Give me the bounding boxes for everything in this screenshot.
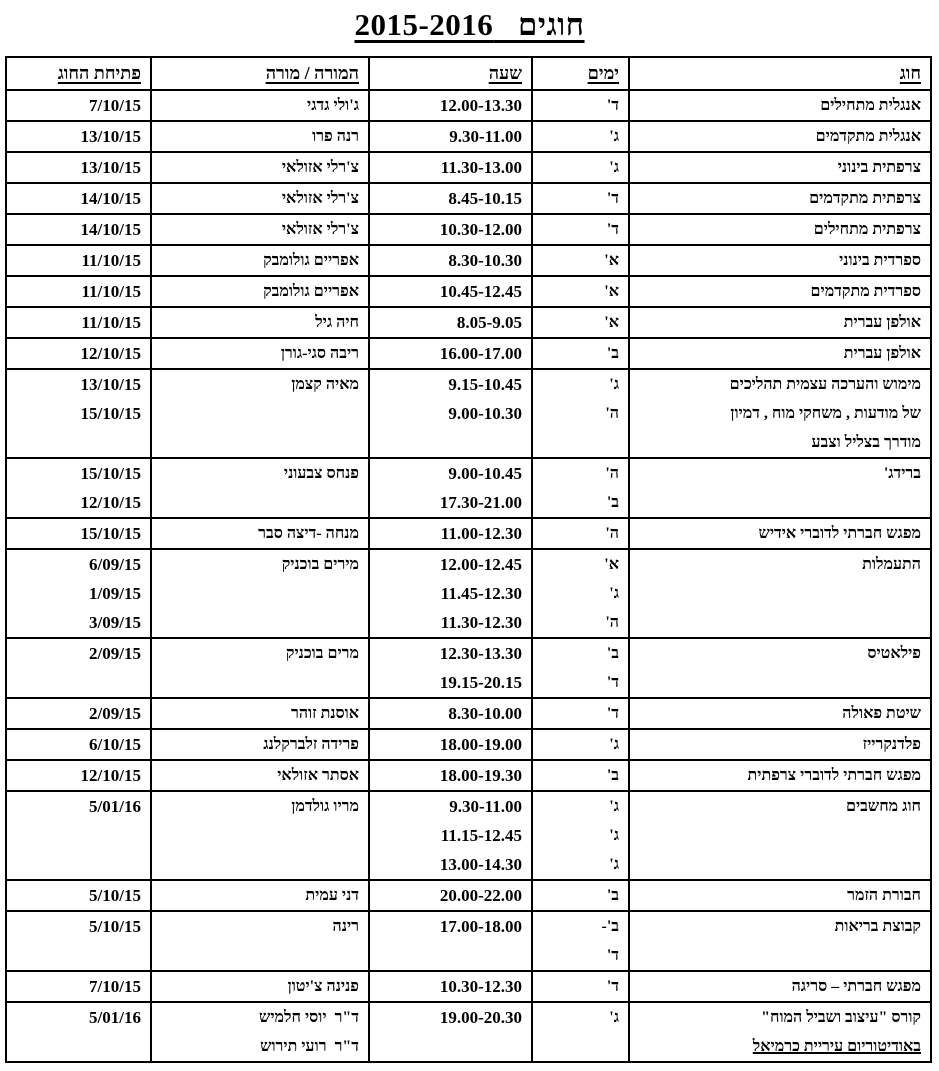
- opening-date-cell-line: 14/10/15: [80, 220, 141, 239]
- teacher-cell: [151, 880, 369, 911]
- time-cell-line: 12.00-12.45: [439, 555, 522, 574]
- time-cell: [369, 338, 532, 369]
- teacher-cell-line: אפריים גולומבק: [263, 283, 359, 300]
- course-cell: [629, 971, 931, 1002]
- course-cell-line: מפגש חברתי – סריגה: [791, 978, 921, 995]
- days-cell: [532, 911, 629, 971]
- time-cell-line: 18.00-19.30: [439, 766, 522, 785]
- course-cell: [629, 698, 931, 729]
- course-cell-line: פילאטיס: [867, 645, 921, 662]
- opening-date-cell: [6, 729, 151, 760]
- opening-date-cell: [6, 90, 151, 121]
- course-cell: [629, 729, 931, 760]
- table-row: [6, 183, 931, 214]
- table-row: [6, 911, 931, 971]
- time-cell-line: 11.15-12.45: [440, 826, 522, 845]
- teacher-cell: [151, 276, 369, 307]
- teacher-cell-line: מרים בוכניק: [285, 645, 359, 662]
- opening-date-cell: [6, 121, 151, 152]
- days-cell-line: ג': [609, 128, 619, 145]
- table-row: [6, 214, 931, 245]
- course-cell-line: קבוצת בריאות: [834, 918, 921, 935]
- table-row: [6, 971, 931, 1002]
- days-cell: [532, 518, 629, 549]
- days-cell-line: ד': [606, 947, 619, 964]
- teacher-cell: [151, 971, 369, 1002]
- course-cell-line: מימוש והערכה עצמית תהליכים: [729, 376, 921, 393]
- days-cell-line: ד': [606, 705, 619, 722]
- table-row: [6, 338, 931, 369]
- course-cell-line: באודיטוריום עיריית כרמיאל: [752, 1038, 921, 1055]
- course-cell: [629, 880, 931, 911]
- teacher-cell: [151, 214, 369, 245]
- days-cell-line: ד': [606, 97, 619, 114]
- opening-date-cell-line: 13/10/15: [80, 127, 141, 146]
- teacher-cell-line: חיה גיל: [315, 314, 359, 331]
- opening-date-cell-line: 12/10/15: [80, 766, 141, 785]
- days-cell-line: א': [604, 314, 619, 331]
- teacher-cell: [151, 760, 369, 791]
- table-row: [6, 458, 931, 518]
- time-cell: [369, 549, 532, 638]
- opening-date-cell-line: 6/10/15: [89, 735, 141, 754]
- course-table-body: [6, 90, 931, 1062]
- days-cell-line: ב': [606, 494, 619, 511]
- course-cell: [629, 307, 931, 338]
- teacher-cell-line: דני עמית: [305, 887, 359, 904]
- teacher-cell-line: צ'רלי אזולאי: [281, 221, 359, 238]
- days-cell-line: ג': [609, 1009, 619, 1026]
- opening-date-cell-line: 7/10/15: [89, 977, 141, 996]
- opening-date-cell: [6, 214, 151, 245]
- days-cell-line: א': [604, 556, 619, 573]
- course-cell-line: מפגש חברתי לדוברי אידיש: [758, 525, 921, 542]
- opening-date-cell-line: 12/10/15: [80, 493, 141, 512]
- col-header-opening: פתיחת החוג: [6, 57, 151, 90]
- course-cell: [629, 518, 931, 549]
- days-cell-line: ג': [609, 736, 619, 753]
- table-row: [6, 729, 931, 760]
- days-cell-line: ד': [606, 221, 619, 238]
- opening-date-cell-line: 5/10/15: [89, 917, 141, 936]
- course-cell: [629, 791, 931, 880]
- time-cell-line: 11.00-12.30: [440, 524, 522, 543]
- time-cell-line: 17.00-18.00: [439, 917, 522, 936]
- time-cell: [369, 152, 532, 183]
- time-cell-line: 8.05-9.05: [456, 313, 522, 332]
- table-row: [6, 307, 931, 338]
- course-cell: [629, 760, 931, 791]
- opening-date-cell: [6, 369, 151, 458]
- page-title: חוגים 2015-2016: [354, 7, 585, 42]
- course-cell: [629, 214, 931, 245]
- days-cell-line: ד': [606, 674, 619, 691]
- days-cell-line: א': [604, 283, 619, 300]
- opening-date-cell-line: 5/01/16: [89, 797, 141, 816]
- opening-date-cell-line: 7/10/15: [89, 96, 141, 115]
- table-header-row: [6, 57, 931, 90]
- opening-date-cell-line: 12/10/15: [80, 344, 141, 363]
- opening-date-cell: [6, 338, 151, 369]
- time-cell-line: 10.30-12.00: [439, 220, 522, 239]
- days-cell-line: ג': [609, 585, 619, 602]
- days-cell-line: א': [604, 252, 619, 269]
- days-cell: [532, 276, 629, 307]
- table-row: [6, 698, 931, 729]
- course-cell-line: של מודעות , משחקי מוח , דמיון: [730, 405, 921, 422]
- time-cell-line: 8.45-10.15: [448, 189, 522, 208]
- time-cell-line: 10.45-12.45: [439, 282, 522, 301]
- opening-date-cell: [6, 307, 151, 338]
- teacher-cell-line: רנה פרו: [312, 128, 359, 145]
- teacher-cell: [151, 638, 369, 698]
- course-cell: [629, 458, 931, 518]
- teacher-cell-line: פנינה צ'יטון: [287, 978, 359, 995]
- time-cell-line: 20.00-22.00: [439, 886, 522, 905]
- course-cell-line: פלדנקרייז: [862, 736, 921, 753]
- time-cell: [369, 729, 532, 760]
- course-cell: [629, 338, 931, 369]
- opening-date-cell: [6, 458, 151, 518]
- opening-date-cell-line: 11/10/15: [81, 282, 141, 301]
- teacher-cell-line: ג'ולי גדגי: [307, 97, 359, 114]
- course-cell: [629, 911, 931, 971]
- days-cell: [532, 183, 629, 214]
- days-cell-line: ד': [606, 978, 619, 995]
- opening-date-cell-line: 15/10/15: [80, 524, 141, 543]
- course-cell-line: חוג מחשבים: [845, 798, 921, 815]
- teacher-cell-line: אפריים גולומבק: [263, 252, 359, 269]
- table-row: [6, 518, 931, 549]
- time-cell-line: 9.30-11.00: [449, 797, 522, 816]
- teacher-cell-line: רינה: [332, 918, 359, 935]
- days-cell: [532, 1002, 629, 1062]
- time-cell: [369, 307, 532, 338]
- course-cell: [629, 121, 931, 152]
- teacher-cell: [151, 549, 369, 638]
- table-row: [6, 1002, 931, 1062]
- course-cell-line: ספרדית בינוני: [839, 252, 921, 269]
- time-cell: [369, 638, 532, 698]
- time-cell: [369, 369, 532, 458]
- opening-date-cell-line: 1/09/15: [89, 584, 141, 603]
- course-cell-line: אולפן עברית: [843, 345, 921, 362]
- days-cell-line: ה': [605, 525, 619, 542]
- opening-date-cell-line: 14/10/15: [80, 189, 141, 208]
- table-row: [6, 880, 931, 911]
- time-cell: [369, 518, 532, 549]
- course-cell-line: אולפן עברית: [843, 314, 921, 331]
- time-cell: [369, 760, 532, 791]
- days-cell-line: ה': [605, 614, 619, 631]
- course-cell: [629, 369, 931, 458]
- opening-date-cell: [6, 1002, 151, 1062]
- course-cell: [629, 183, 931, 214]
- table-row: [6, 152, 931, 183]
- time-cell-line: 12.30-13.30: [439, 644, 522, 663]
- course-cell-line: שיטת פאולה: [842, 705, 921, 722]
- table-row: [6, 121, 931, 152]
- time-cell-line: 11.30-12.30: [440, 613, 522, 632]
- days-cell: [532, 638, 629, 698]
- opening-date-cell: [6, 152, 151, 183]
- course-cell-line: אנגלית מתחילים: [820, 97, 921, 114]
- time-cell-line: 9.30-11.00: [449, 127, 522, 146]
- course-cell: [629, 1002, 931, 1062]
- opening-date-cell: [6, 698, 151, 729]
- teacher-cell: [151, 791, 369, 880]
- col-header-course: חוג: [629, 57, 931, 90]
- days-cell: [532, 245, 629, 276]
- course-cell: [629, 549, 931, 638]
- teacher-cell: [151, 245, 369, 276]
- time-cell-line: 8.30-10.00: [448, 704, 522, 723]
- time-cell-line: 8.30-10.30: [448, 251, 522, 270]
- time-cell-line: 9.15-10.45: [448, 375, 522, 394]
- course-cell-line: צרפתית בינוני: [837, 159, 921, 176]
- col-header-days: ימים: [532, 57, 629, 90]
- time-cell-line: 9.00-10.30: [448, 404, 522, 423]
- teacher-cell-line: צ'רלי אזולאי: [281, 159, 359, 176]
- teacher-cell: [151, 183, 369, 214]
- opening-date-cell-line: 11/10/15: [81, 251, 141, 270]
- col-header-time: שעה: [369, 57, 532, 90]
- opening-date-cell: [6, 518, 151, 549]
- opening-date-cell: [6, 880, 151, 911]
- teacher-cell: [151, 152, 369, 183]
- days-cell: [532, 458, 629, 518]
- teacher-cell-line: מירים בוכניק: [281, 556, 359, 573]
- time-cell: [369, 1002, 532, 1062]
- course-cell-line: התעמלות: [862, 556, 921, 573]
- opening-date-cell: [6, 760, 151, 791]
- course-cell-line: אנגלית מתקדמים: [815, 128, 921, 145]
- teacher-cell: [151, 698, 369, 729]
- opening-date-cell: [6, 183, 151, 214]
- teacher-cell: [151, 911, 369, 971]
- teacher-cell: [151, 458, 369, 518]
- days-cell: [532, 971, 629, 1002]
- days-cell-line: ג': [609, 827, 619, 844]
- days-cell: [532, 880, 629, 911]
- time-cell: [369, 121, 532, 152]
- days-cell-line: ב'-: [601, 918, 619, 935]
- days-cell-line: ה': [605, 405, 619, 422]
- time-cell: [369, 245, 532, 276]
- opening-date-cell: [6, 911, 151, 971]
- teacher-cell-line: אסתר אזולאי: [277, 767, 359, 784]
- days-cell: [532, 760, 629, 791]
- days-cell-line: ב': [606, 767, 619, 784]
- teacher-cell: [151, 729, 369, 760]
- time-cell: [369, 90, 532, 121]
- opening-date-cell-line: 13/10/15: [80, 158, 141, 177]
- teacher-cell: [151, 369, 369, 458]
- teacher-cell-line: אוסנת זוהר: [290, 705, 359, 722]
- teacher-cell-line: פנחס צבעוני: [283, 465, 359, 482]
- days-cell-line: ב': [606, 645, 619, 662]
- days-cell: [532, 698, 629, 729]
- time-cell: [369, 698, 532, 729]
- days-cell-line: ב': [606, 345, 619, 362]
- table-row: [6, 245, 931, 276]
- days-cell: [532, 369, 629, 458]
- table-row: [6, 791, 931, 880]
- days-cell: [532, 90, 629, 121]
- teacher-cell: [151, 1002, 369, 1062]
- time-cell: [369, 911, 532, 971]
- days-cell-line: ג': [609, 798, 619, 815]
- teacher-cell-line: מנחה -דיצה סבר: [258, 525, 359, 542]
- teacher-cell-line: צ'רלי אזולאי: [281, 190, 359, 207]
- course-cell: [629, 152, 931, 183]
- opening-date-cell-line: 6/09/15: [89, 555, 141, 574]
- time-cell-line: 13.00-14.30: [439, 855, 522, 874]
- time-cell: [369, 791, 532, 880]
- time-cell-line: 12.00-13.30: [439, 96, 522, 115]
- time-cell: [369, 458, 532, 518]
- teacher-cell-line: מאיה קצמן: [291, 376, 359, 393]
- teacher-cell: [151, 90, 369, 121]
- time-cell: [369, 880, 532, 911]
- course-cell: [629, 90, 931, 121]
- time-cell: [369, 214, 532, 245]
- teacher-cell-line: פרידה זלברקלנג: [263, 736, 359, 753]
- teacher-cell-line: ד"ר יוסי חלמיש: [259, 1009, 359, 1026]
- opening-date-cell-line: 5/10/15: [89, 886, 141, 905]
- days-cell-line: ג': [609, 159, 619, 176]
- opening-date-cell-line: 2/09/15: [89, 704, 141, 723]
- time-cell-line: 16.00-17.00: [439, 344, 522, 363]
- teacher-cell: [151, 338, 369, 369]
- course-cell: [629, 638, 931, 698]
- courses-schedule-table: [5, 56, 932, 1063]
- table-row: [6, 90, 931, 121]
- days-cell: [532, 549, 629, 638]
- time-cell-line: 17.30-21.00: [439, 493, 522, 512]
- table-row: [6, 369, 931, 458]
- opening-date-cell: [6, 245, 151, 276]
- table-row: [6, 760, 931, 791]
- table-row: [6, 638, 931, 698]
- teacher-cell-line: ד"ר רועי תירוש: [260, 1038, 359, 1055]
- time-cell: [369, 971, 532, 1002]
- teacher-cell: [151, 121, 369, 152]
- days-cell-line: ד': [606, 190, 619, 207]
- days-cell-line: ב': [606, 887, 619, 904]
- time-cell-line: 9.00-10.45: [448, 464, 522, 483]
- course-cell-line: ספרדית מתקדמים: [810, 283, 921, 300]
- opening-date-cell: [6, 276, 151, 307]
- teacher-cell: [151, 307, 369, 338]
- course-cell-line: חבורת הזמר: [847, 887, 921, 904]
- days-cell-line: ג': [609, 376, 619, 393]
- time-cell-line: 18.00-19.00: [439, 735, 522, 754]
- days-cell: [532, 338, 629, 369]
- opening-date-cell-line: 2/09/15: [89, 644, 141, 663]
- course-cell-line: קורס "עיצוב ושביל המוח": [761, 1009, 921, 1026]
- course-cell: [629, 276, 931, 307]
- teacher-cell-line: ריבה סגי-גורן: [280, 345, 359, 362]
- teacher-cell-line: מריו גולדמן: [291, 798, 359, 815]
- opening-date-cell: [6, 971, 151, 1002]
- opening-date-cell-line: 3/09/15: [89, 613, 141, 632]
- time-cell-line: 11.45-12.30: [440, 584, 522, 603]
- time-cell: [369, 276, 532, 307]
- days-cell: [532, 729, 629, 760]
- days-cell: [532, 307, 629, 338]
- opening-date-cell: [6, 638, 151, 698]
- opening-date-cell-line: 13/10/15: [80, 375, 141, 394]
- course-cell-line: מודרך בצליל וצבע: [811, 434, 921, 451]
- opening-date-cell: [6, 791, 151, 880]
- days-cell: [532, 121, 629, 152]
- course-cell-line: מפגש חברתי לדוברי צרפתית: [747, 767, 921, 784]
- teacher-cell: [151, 518, 369, 549]
- col-header-teacher: המורה / מורה: [151, 57, 369, 90]
- opening-date-cell-line: 5/01/16: [89, 1008, 141, 1027]
- days-cell: [532, 214, 629, 245]
- time-cell-line: 11.30-13.00: [440, 158, 522, 177]
- days-cell: [532, 152, 629, 183]
- days-cell-line: ה': [605, 465, 619, 482]
- time-cell-line: 10.30-12.30: [439, 977, 522, 996]
- opening-date-cell-line: 11/10/15: [81, 313, 141, 332]
- time-cell-line: 19.15-20.15: [439, 673, 522, 692]
- opening-date-cell-line: 15/10/15: [80, 464, 141, 483]
- course-cell-line: צרפתית מתקדמים: [809, 190, 921, 207]
- days-cell: [532, 791, 629, 880]
- time-cell-line: 19.00-20.30: [439, 1008, 522, 1027]
- course-cell-line: ברידג': [883, 465, 921, 482]
- table-row: [6, 276, 931, 307]
- table-row: [6, 549, 931, 638]
- opening-date-cell-line: 15/10/15: [80, 404, 141, 423]
- opening-date-cell: [6, 549, 151, 638]
- time-cell: [369, 183, 532, 214]
- days-cell-line: ג': [609, 856, 619, 873]
- course-cell-line: צרפתית מתחילים: [813, 221, 921, 238]
- course-cell: [629, 245, 931, 276]
